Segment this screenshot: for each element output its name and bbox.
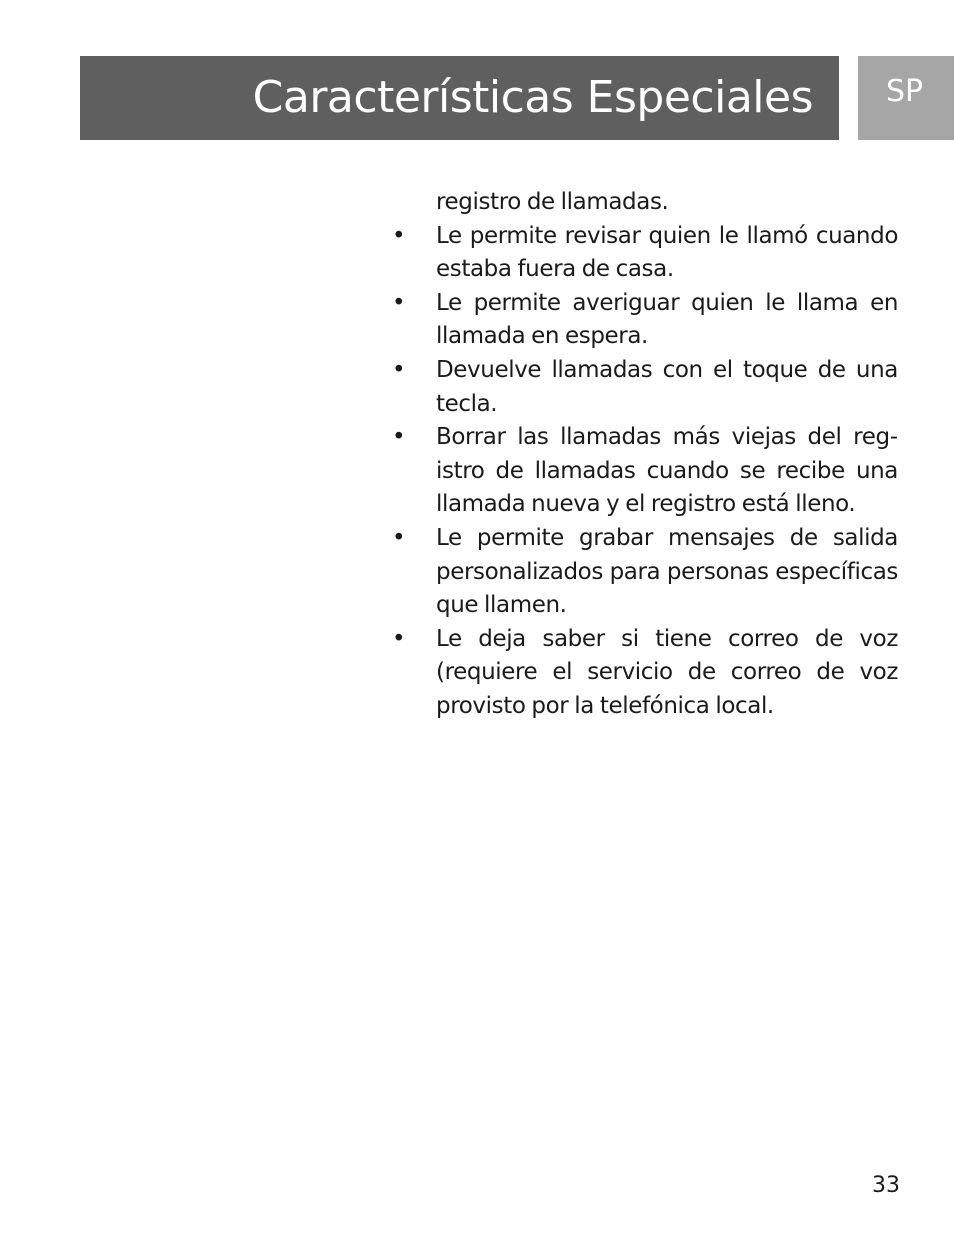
language-tab bbox=[858, 56, 954, 140]
list-item-text: Le permite averiguar quien le llama en llamada en espera. bbox=[436, 289, 898, 350]
bullet-icon: • bbox=[392, 524, 406, 551]
list-item-text: Le deja saber si tiene correo de voz (requiere el servicio de correo de voz provisto por la telefónica local. bbox=[436, 625, 898, 719]
header-bar bbox=[80, 56, 839, 140]
list-item bbox=[392, 287, 898, 354]
language-label: SP bbox=[886, 74, 924, 109]
list-item bbox=[392, 623, 898, 724]
features-content bbox=[392, 186, 898, 724]
bullet-icon: • bbox=[392, 289, 406, 316]
list-item bbox=[392, 421, 898, 522]
list-item bbox=[392, 220, 898, 287]
bullet-icon: • bbox=[392, 424, 406, 451]
bullet-icon: • bbox=[392, 625, 406, 652]
list-item-text: Le permite grabar mensajes de salida personalizados para personas específicas que llamen. bbox=[436, 524, 898, 619]
continued-text: registro de llamadas. bbox=[436, 189, 669, 215]
list-item-text: Le permite revisar quien le llamó cuando estaba fuera de casa. bbox=[436, 222, 898, 283]
bullet-icon: • bbox=[392, 356, 406, 383]
list-item bbox=[392, 354, 898, 421]
bullet-icon: • bbox=[392, 222, 406, 249]
list-item-text: Borrar las llamadas más viejas del registro de llamadas cuando se recibe una llamada nueva y el registro está lleno. bbox=[436, 424, 898, 518]
page-number: 33 bbox=[872, 1173, 900, 1198]
features-list bbox=[392, 220, 898, 724]
list-item bbox=[392, 522, 898, 623]
list-item-text: Devuelve llamadas con el toque de una tecla. bbox=[436, 356, 898, 417]
page-title: Características Especiales bbox=[252, 72, 813, 123]
